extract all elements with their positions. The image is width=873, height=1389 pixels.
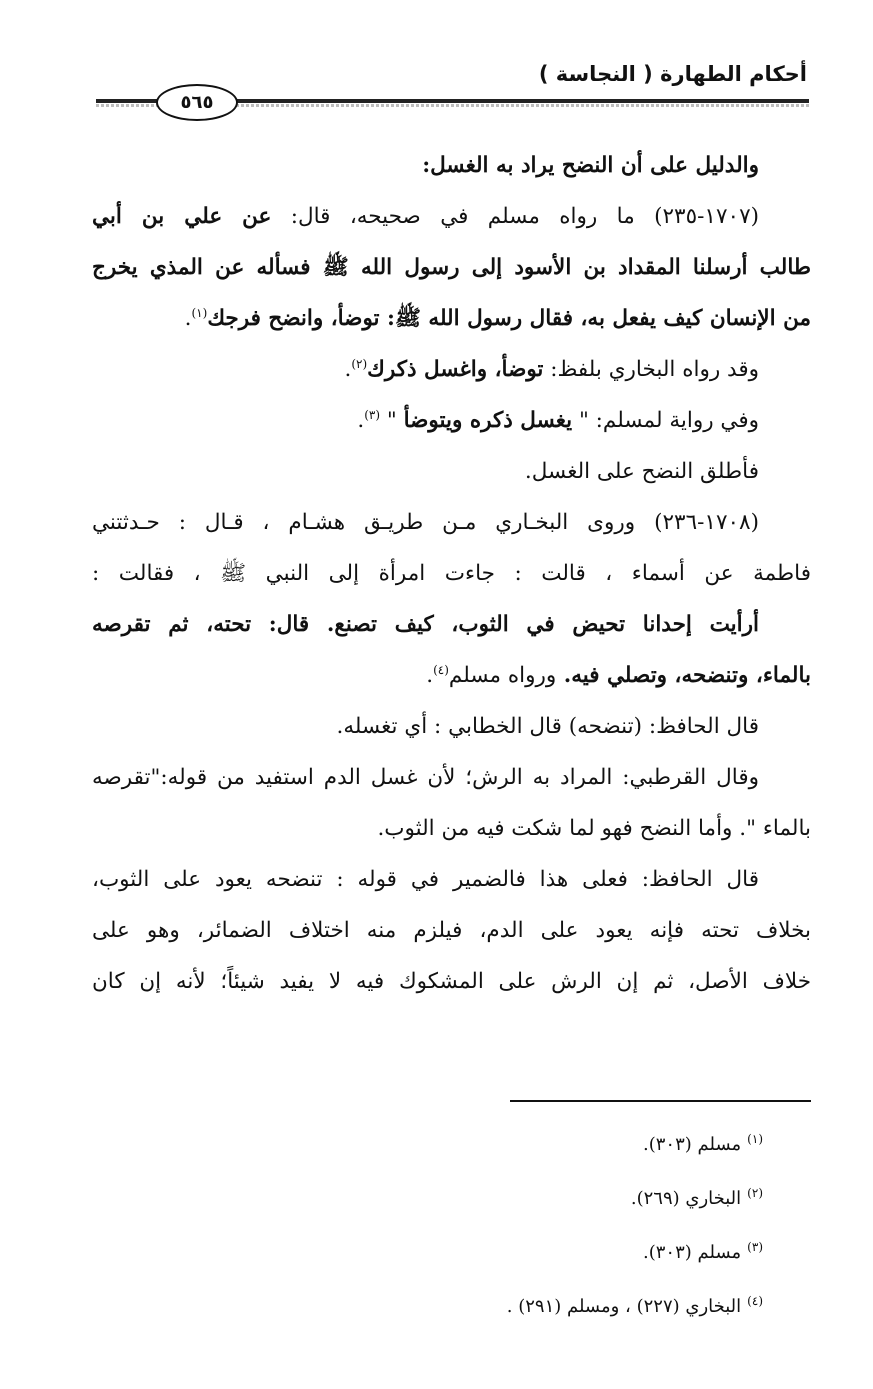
text-line: قال الحافظ: (تنضحه) قال الخطابي : أي تغسله. xyxy=(336,714,759,739)
text-line xyxy=(92,293,811,344)
text-line: أرأيت إحدانا تحيض في الثوب، كيف تصنع. قال: تحته، ثم تقرصه xyxy=(92,612,759,637)
text-span-bold: عن علي بن أبي xyxy=(92,204,272,229)
text-line xyxy=(92,344,811,395)
footnote-ref: (٤) xyxy=(433,662,449,677)
text-span: وفي رواية لمسلم: " xyxy=(572,408,759,433)
text-span-bold: توضأ، واغسل ذكرك xyxy=(367,357,544,382)
text-line: فأطلق النضح على الغسل. xyxy=(524,459,759,484)
footnote xyxy=(243,1280,763,1334)
text-span: . xyxy=(184,306,192,331)
text-span: . xyxy=(357,408,365,433)
footnote-text: مسلم (٣٠٣). xyxy=(643,1242,742,1263)
text-line: قال الحافظ: فعلى هذا فالضمير في قوله : تنضحه يعود على الثوب، xyxy=(92,867,759,892)
text-line: بالماء ". وأما النضح فهو لما شكت فيه من الثوب. xyxy=(377,816,811,841)
footnotes xyxy=(243,1118,763,1334)
text-line: فاطمة عن أسماء ، قالت : جاءت امرأة إلى النبي ﷺ ، فقالت : xyxy=(92,561,811,586)
footnote-ref: (٢) xyxy=(351,356,368,371)
text-line: بخلاف تحته فإنه يعود على الدم، فيلزم منه اختلاف الضمائر، وهو على xyxy=(92,918,811,943)
footnote xyxy=(243,1226,763,1280)
text-line: وقال القرطبي: المراد به الرش؛ لأن غسل الدم استفيد من قوله:"تقرصه xyxy=(92,765,759,790)
page-number: ٥٦٥ xyxy=(156,84,238,121)
text-span: . xyxy=(344,357,352,382)
main-text xyxy=(92,140,811,1007)
footnote xyxy=(243,1172,763,1226)
text-span-bold: يغسل ذكره ويتوضأ xyxy=(403,408,573,433)
text-span: . xyxy=(426,663,434,688)
footnote-ref: (٣) xyxy=(364,407,381,422)
text-span-bold: من الإنسان كيف يفعل به، فقال رسول الله ﷺ: توضأ، وانضح فرجك xyxy=(207,306,811,331)
footnote-number: (٤) xyxy=(747,1294,763,1308)
text-span: " xyxy=(380,408,404,433)
footnote-text: البخاري (٢٢٧) ، ومسلم (٢٩١) . xyxy=(506,1296,742,1317)
text-line: طالب أرسلنا المقداد بن الأسود إلى رسول الله ﷺ فسأله عن المذي يخرج xyxy=(92,255,811,280)
text-span: وقد رواه البخاري بلفظ: xyxy=(543,357,759,382)
text-span: ورواه مسلم xyxy=(448,663,557,688)
footnote-text: البخاري (٢٦٩). xyxy=(630,1188,742,1209)
footnote-text: مسلم (٣٠٣). xyxy=(643,1134,742,1155)
text-span: (١٧٠٧-٢٣٥) ما رواه مسلم في صحيحه، قال: xyxy=(271,204,760,229)
footnote-number: (٢) xyxy=(747,1186,763,1200)
footnote-number: (١) xyxy=(747,1132,763,1146)
footnote-number: (٣) xyxy=(747,1240,763,1254)
text-line xyxy=(92,191,811,242)
running-title: أحكام الطهارة ( النجاسة ) xyxy=(538,62,807,86)
footnote-ref: (١) xyxy=(191,305,208,320)
footnote xyxy=(243,1118,763,1172)
text-span-bold: بالماء، وتنضحه، وتصلي فيه. xyxy=(556,663,811,688)
text-line: خلاف الأصل، ثم إن الرش على المشكوك فيه لا يفيد شيئاً؛ لأنه إن كان xyxy=(92,969,811,994)
text-line xyxy=(92,395,811,446)
text-line xyxy=(92,650,811,701)
text-line: (١٧٠٨-٢٣٦) وروى البخـاري مـن طريـق هشـام ، قـال : حـدثتني xyxy=(92,510,759,535)
footnote-separator xyxy=(510,1100,811,1102)
text-line: والدليل على أن النضح يراد به الغسل: xyxy=(422,153,759,178)
